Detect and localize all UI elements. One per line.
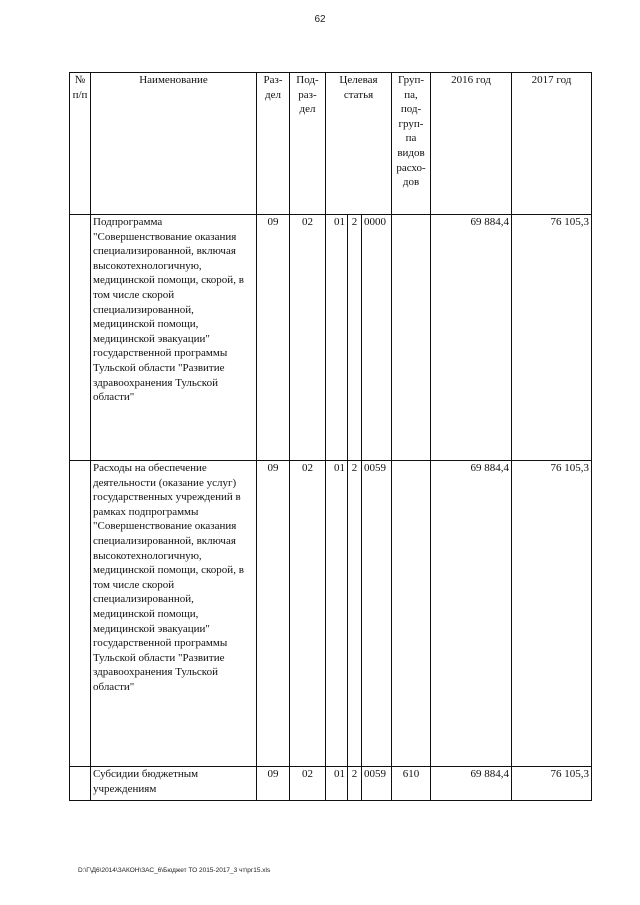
row-target-direction: 0059: [362, 461, 392, 767]
header-name: Наименование: [91, 73, 257, 215]
row-target-subprogram: 2: [348, 215, 362, 461]
header-target-article: Целевая статья: [326, 73, 392, 215]
row-subsection: 02: [290, 461, 326, 767]
header-section: Раз-дел: [257, 73, 290, 215]
row-target-subprogram: 2: [348, 461, 362, 767]
header-subsection: Под-раз-дел: [290, 73, 326, 215]
header-expense-group: Груп-па, под-груп-па видов расхо-дов: [392, 73, 431, 215]
budget-table: [69, 72, 592, 801]
row-amount-2016: 69 884,4: [431, 767, 512, 801]
row-section: 09: [257, 767, 290, 801]
row-amount-2017: 76 105,3: [512, 461, 592, 767]
row-expense-group: [392, 461, 431, 767]
row-section: 09: [257, 461, 290, 767]
row-no: [70, 767, 91, 801]
row-target-direction: 0000: [362, 215, 392, 461]
row-target-program: 01: [326, 461, 348, 767]
row-target-subprogram: 2: [348, 767, 362, 801]
row-amount-2017: 76 105,3: [512, 767, 592, 801]
row-amount-2016: 69 884,4: [431, 461, 512, 767]
page-number: 62: [314, 14, 326, 25]
row-expense-group: [392, 215, 431, 461]
header-no: № п/п: [70, 73, 91, 215]
row-target-direction: 0059: [362, 767, 392, 801]
row-subsection: 02: [290, 767, 326, 801]
row-name: Субсидии бюджетным учреждениям: [91, 767, 257, 801]
row-target-program: 01: [326, 215, 348, 461]
row-target-program: 01: [326, 767, 348, 801]
row-no: [70, 461, 91, 767]
row-expense-group: 610: [392, 767, 431, 801]
header-year-2016: 2016 год: [431, 73, 512, 215]
table-row: [70, 461, 592, 767]
table-header-row: [70, 73, 592, 215]
row-subsection: 02: [290, 215, 326, 461]
row-name: Подпрограмма "Совершенствование оказания специализированной, включая высокотехнологичную, медицинской помощи, скорой, в том числе скорой специализированной, медицинской помощи, медицинской эвакуации" государственной программы Тульской области "Развитие здравоохранения Тульской области": [91, 215, 257, 461]
row-section: 09: [257, 215, 290, 461]
header-year-2017: 2017 год: [512, 73, 592, 215]
table-row: [70, 767, 592, 801]
file-path-footer: D:\Г\Д6\2014\ЗАКОН\ЗАС_6\Бюджет ТО 2015-2017_3 чт\рг15.xls: [78, 867, 271, 874]
row-amount-2016: 69 884,4: [431, 215, 512, 461]
table-row: [70, 215, 592, 461]
row-amount-2017: 76 105,3: [512, 215, 592, 461]
row-name: Расходы на обеспечение деятельности (оказание услуг) государственных учреждений в рамках подпрограммы "Совершенствование оказания специализированной, включая высокотехнологичную, медицинской помощи, скорой, в том числе скорой специализированной, медицинской помощи, медицинской эвакуации" государственной программы Тульской области "Развитие здравоохранения Тульской области": [91, 461, 257, 767]
row-no: [70, 215, 91, 461]
